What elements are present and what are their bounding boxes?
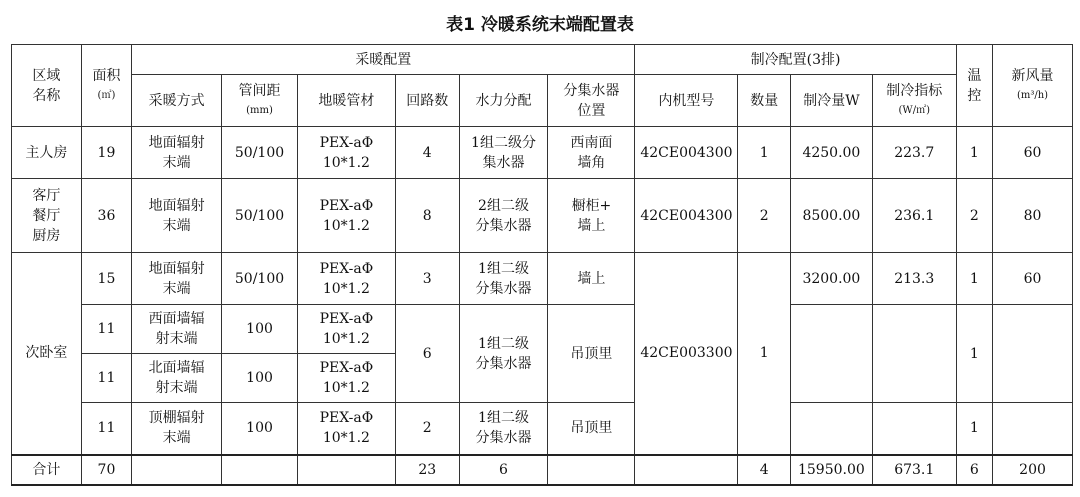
- qty-cell: 2: [738, 179, 791, 253]
- header-heating-group: 采暖配置: [132, 45, 635, 75]
- total-label-cell: 合计: [12, 455, 82, 485]
- area-cell: 19: [81, 127, 132, 179]
- temp-cell: 6: [956, 455, 992, 485]
- material-cell: PEX-aΦ 10*1.2: [297, 179, 395, 253]
- header-cooling-group: 制冷配置(3排): [635, 45, 956, 75]
- temp-cell: 1: [956, 403, 992, 455]
- mode-cell: [132, 455, 222, 485]
- air-cell: 60: [993, 127, 1073, 179]
- zone-cell: 客厅 餐厅 厨房: [12, 179, 82, 253]
- header-zone: 区域 名称: [12, 45, 82, 127]
- loops-cell: 8: [395, 179, 459, 253]
- header-row-2: [12, 75, 1073, 127]
- model-cell: 42CE004300: [635, 179, 738, 253]
- header-area: 面积 (㎡): [81, 45, 132, 127]
- area-cell: 15: [81, 253, 132, 305]
- cooling-cell: 15950.00: [790, 455, 872, 485]
- material-cell: PEX-aΦ 10*1.2: [297, 305, 395, 354]
- index-cell: 236.1: [872, 179, 956, 253]
- mode-cell: 顶棚辐射 末端: [132, 403, 222, 455]
- table-row: [12, 127, 1073, 179]
- model-cell: 42CE003300: [635, 253, 738, 455]
- header-manifold: 分集水器 位置: [548, 75, 635, 127]
- loops-cell: 4: [395, 127, 459, 179]
- table-row: [12, 179, 1073, 253]
- material-cell: PEX-aΦ 10*1.2: [297, 354, 395, 403]
- mode-cell: 地面辐射 末端: [132, 253, 222, 305]
- temp-cell: 1: [956, 305, 992, 403]
- spacing-cell: 100: [222, 403, 298, 455]
- spacing-cell: 50/100: [222, 253, 298, 305]
- spacing-cell: 50/100: [222, 127, 298, 179]
- index-cell: 223.7: [872, 127, 956, 179]
- total-row: [12, 455, 1073, 485]
- mode-cell: 北面墙辐 射末端: [132, 354, 222, 403]
- hydraulic-cell: 1组二级 分集水器: [459, 403, 548, 455]
- material-cell: PEX-aΦ 10*1.2: [297, 127, 395, 179]
- qty-cell: 4: [738, 455, 791, 485]
- air-cell: 60: [993, 253, 1073, 305]
- spacing-cell: 100: [222, 305, 298, 354]
- air-cell: [993, 403, 1073, 455]
- header-pipe-spacing: 管间距 (mm): [222, 75, 298, 127]
- hydraulic-cell: 1组二级 分集水器: [459, 305, 548, 403]
- qty-cell: 1: [738, 127, 791, 179]
- table-title: 表1 冷暖系统末端配置表: [446, 15, 634, 35]
- temp-cell: 2: [956, 179, 992, 253]
- table-row: [12, 253, 1073, 305]
- manifold-cell: 橱柜+ 墙上: [548, 179, 635, 253]
- loops-cell: 23: [395, 455, 459, 485]
- cooling-cell: [790, 403, 872, 455]
- header-temp-control: 温 控: [956, 45, 992, 127]
- area-cell: 11: [81, 403, 132, 455]
- hydraulic-cell: 6: [459, 455, 548, 485]
- header-unit-model: 内机型号: [635, 75, 738, 127]
- header-cooling-w: 制冷量W: [790, 75, 872, 127]
- temp-cell: 1: [956, 127, 992, 179]
- cooling-cell: [790, 305, 872, 403]
- header-row-1: [12, 45, 1073, 75]
- cooling-cell: 8500.00: [790, 179, 872, 253]
- model-cell: [635, 455, 738, 485]
- manifold-cell: [548, 455, 635, 485]
- material-cell: [297, 455, 395, 485]
- loops-cell: 2: [395, 403, 459, 455]
- air-cell: 200: [993, 455, 1073, 485]
- index-cell: [872, 403, 956, 455]
- header-fresh-air: 新风量 (m³/h): [993, 45, 1073, 127]
- cooling-cell: 4250.00: [790, 127, 872, 179]
- air-cell: [993, 305, 1073, 403]
- mode-cell: 地面辐射 末端: [132, 127, 222, 179]
- manifold-cell: 吊顶里: [548, 305, 635, 403]
- manifold-cell: 墙上: [548, 253, 635, 305]
- loops-cell: 3: [395, 253, 459, 305]
- hydraulic-cell: 2组二级 分集水器: [459, 179, 548, 253]
- table-row: [12, 305, 1073, 354]
- material-cell: PEX-aΦ 10*1.2: [297, 253, 395, 305]
- loops-cell: 6: [395, 305, 459, 403]
- table-row: [12, 403, 1073, 455]
- index-cell: 213.3: [872, 253, 956, 305]
- area-cell: 70: [81, 455, 132, 485]
- mode-cell: 西面墙辐 射末端: [132, 305, 222, 354]
- spacing-cell: 100: [222, 354, 298, 403]
- mode-cell: 地面辐射 末端: [132, 179, 222, 253]
- header-heating-mode: 采暖方式: [132, 75, 222, 127]
- temp-cell: 1: [956, 253, 992, 305]
- header-loops: 回路数: [395, 75, 459, 127]
- index-cell: 673.1: [872, 455, 956, 485]
- config-table: [11, 44, 1073, 486]
- spacing-cell: 50/100: [222, 179, 298, 253]
- header-hydraulic: 水力分配: [459, 75, 548, 127]
- area-cell: 36: [81, 179, 132, 253]
- zone-cell: 次卧室: [12, 253, 82, 455]
- header-quantity: 数量: [738, 75, 791, 127]
- manifold-cell: 吊顶里: [548, 403, 635, 455]
- hydraulic-cell: 1组二级分 集水器: [459, 127, 548, 179]
- air-cell: 80: [993, 179, 1073, 253]
- index-cell: [872, 305, 956, 403]
- header-cooling-index: 制冷指标 (W/㎡): [872, 75, 956, 127]
- area-cell: 11: [81, 305, 132, 354]
- material-cell: PEX-aΦ 10*1.2: [297, 403, 395, 455]
- spacing-cell: [222, 455, 298, 485]
- area-cell: 11: [81, 354, 132, 403]
- header-pipe-material: 地暖管材: [297, 75, 395, 127]
- qty-cell: 1: [738, 253, 791, 455]
- model-cell: 42CE004300: [635, 127, 738, 179]
- zone-cell: 主人房: [12, 127, 82, 179]
- hydraulic-cell: 1组二级 分集水器: [459, 253, 548, 305]
- manifold-cell: 西南面 墙角: [548, 127, 635, 179]
- cooling-cell: 3200.00: [790, 253, 872, 305]
